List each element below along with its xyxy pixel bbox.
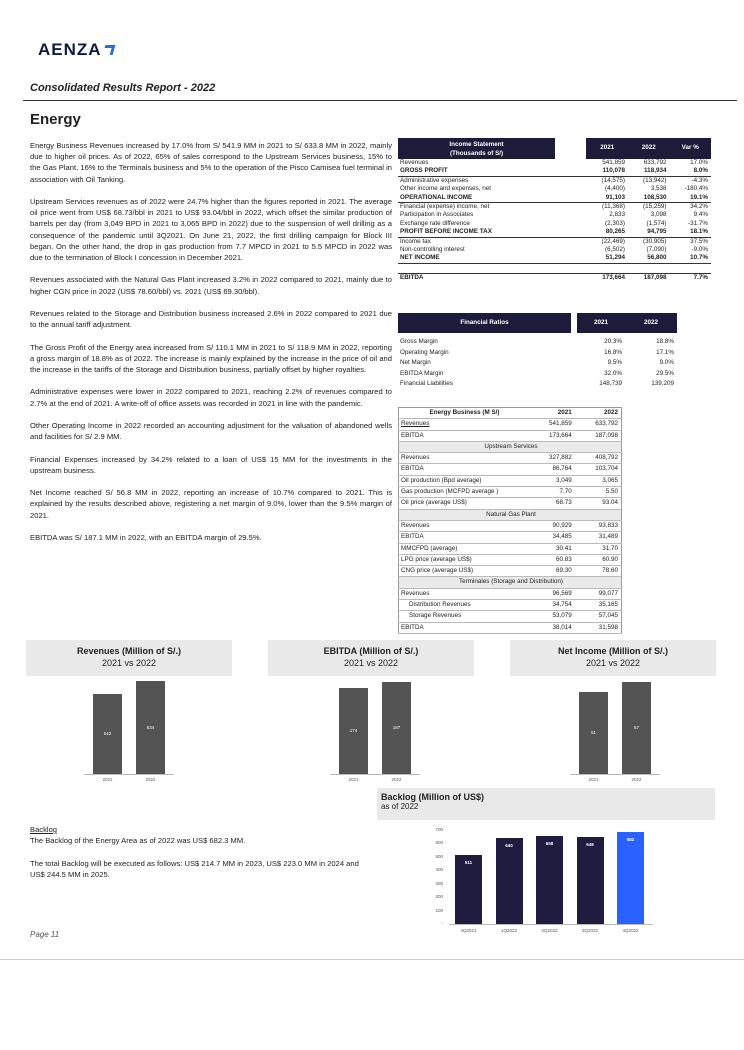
x-axis-line [84,774,174,775]
table-row: Oil price (average US$) 68.73 93.04 [399,498,622,509]
table-row: MMCFPD (average) 30.41 31.70 [399,543,622,554]
x-tick-label: 2Q2022 [541,928,558,933]
footer-divider [0,959,744,960]
x-tick-label: 2022 [145,777,156,782]
income-statement-table [398,138,711,282]
chart-title: Revenues (Million of S/.) [76,646,181,656]
y-tick-label: 600 [435,840,443,846]
table-row: NET INCOME 51,294 56,800 10.7% [398,254,711,263]
x-tick-label: 1Q2022 [500,928,517,933]
table-row: Revenues 327,882 408,792 [399,453,622,464]
revenues-chart-header [26,640,232,676]
paragraph: Net Income reached S/ 56.8 MM in 2022, reporting an increase of 10.7% compared to 2021. This is explained by the results described above, registering a net margin of 9.0%, lower than the 9.5% margin of 2021. [30,488,392,520]
bar-value-label: 682 [626,837,635,843]
bar [579,692,608,774]
table-row: Financial (expense) income, net (11,368) (15,259) 34.2% [400,203,708,211]
section-title: Energy [30,111,81,128]
table-row: Other income and expenses, net (4,400) 3,538 -180.4% [400,185,708,193]
aenza-logo: AENZA [38,40,114,60]
header-divider [23,100,737,101]
x-tick-label: 2021 [102,777,113,782]
y-tick-label: - [441,921,443,926]
bar [339,688,368,774]
x-tick-label: 2021 [348,777,359,782]
table-row: Revenues 541,859 633,792 17.0% [400,159,708,166]
paragraph: Energy Business Revenues increased by 17.0% from S/ 541.9 MM in 2021 to S/ 633.8 MM in 2022, mainly due to higher oil prices. As of 2022, 65% of sales correspond to the Upstream Services business, 15% to the Gas Plant, 16% to the Terminals business and 5% to the operation of the Pisco Camisea fuel terminal in association with Oil Tanking. [30,141,392,184]
bar [496,838,523,924]
paragraph: The Backlog of the Energy Area as of 2022 was US$ 682.3 MM. [30,836,246,846]
chart-subtitle: 2021 vs 2022 [101,658,157,668]
table-row: Revenues 96,569 99,077 [399,588,622,599]
report-title: Consolidated Results Report - 2022 [30,82,216,94]
bar [577,837,604,924]
revenues-chart [84,680,174,784]
table-row: EBITDA 86,764 103,704 [399,464,622,475]
table-row: EBITDA 34,485 31,489 [399,532,622,543]
paragraph: Revenues related to the Storage and Distribution business increased 2.6% in 2022 compared to 2021 due to the annual tariff adjustment. [30,309,392,330]
chart-title: Net Income (Million of S/.) [558,646,668,656]
net-income-chart-header [510,640,716,676]
table-row: Oil production (Bpd average) 3,049 3,065 [399,475,622,486]
section-subheader: Terminales (Storage and Distribution) [399,577,622,588]
table-row: EBITDA Margin 32.0% 29.5% [400,369,674,377]
table-header: 2021 [586,138,627,159]
page-number: Page 11 [30,930,60,939]
table-row: Distribution Revenues 34,754 35,165 [399,600,622,611]
table-row: Administrative expenses (14,575) (13,942) -4.3% [400,176,708,184]
bar-value-label: 648 [586,841,594,847]
chart-subtitle: 2021 vs 2022 [585,658,641,668]
x-axis-line [449,924,653,925]
bar [622,682,651,774]
backlog-chart [425,826,715,940]
y-tick-label: 100 [435,907,443,913]
y-tick-label: 700 [435,827,443,832]
bar-value-label: 511 [464,860,473,866]
bar-value-label: 57 [633,725,639,730]
table-row: Operating Margin 16.8% 17.1% [400,348,674,356]
x-tick-label: 2022 [391,777,402,782]
table-header: 2022 [575,408,622,419]
paragraph: The total Backlog will be executed as follows: US$ 214.7 MM in 2023, US$ 223.0 MM in 2024 and US$ 244.5 MM in 2025. [30,858,359,879]
chart-title: Backlog (Million of US$) [381,792,485,802]
table-row: Revenues 541,859 633,792 [399,419,622,430]
backlog-heading: Backlog [30,825,58,834]
table-header: Energy Business (M S/) [399,408,529,419]
net-income-chart [570,676,660,784]
chart-subtitle: as of 2022 [381,802,419,811]
paragraph: Upstream Services revenues as of 2022 were 24.7% higher than the figures reported in 2021. The average oil price went from US$ 68.73/bbl in 2021 to US$ 93.04/bbl in 2022, which offset the similar production of barrels per day (from 3,049 BPD in 2021 to 3,065 BPD in 2022) due to the suspension of well drilling as a consequence of the pandemic until 3Q2021. On June 21, 2022, the first drilling campaign for Block III began. On the other hand, the drop in gas production from 7.7 MPCD in 2021 to 5.5 MPCD in 2022 was due to the termination of Block I concession in December 2021. [30,197,392,263]
logo-mark-icon [102,45,115,55]
x-axis-line [570,774,660,775]
section-subheader: Upstream Services [399,441,622,452]
x-axis-line [330,774,420,775]
bar [455,855,482,924]
body-text [30,140,392,554]
backlog-text [30,824,370,880]
x-tick-label: 4Q2022 [622,928,639,933]
bar [136,681,165,774]
table-row: OPERATIONAL INCOME 91,103 108,530 19.1% [398,194,711,203]
y-tick-label: 400 [435,867,443,873]
table-row: EBITDA 38,014 31,598 [399,622,622,633]
table-row: EBITDA 173,664 187,098 [399,430,622,441]
table-row: LPG price (average US$) 60.83 60.90 [399,554,622,565]
table-row: Non-controlling interest (6,502) (7,090) -9.0% [400,246,708,254]
table-row: Gas production (MCFPD average ) 7.70 5.50 [399,487,622,498]
bar-value-label: 640 [505,843,513,849]
table-header: 2022 [628,138,669,159]
bar-value-label: 51 [590,729,596,735]
bar-value-label: 658 [545,840,554,846]
y-tick-label: 500 [435,853,443,859]
y-tick-label: 300 [435,880,443,886]
table-row: Participation in Associates 2,833 3,098 9.4% [400,211,708,219]
table-header: 2021 [528,408,575,419]
table-row: Exchange rate difference (2,303) (1,574) -31.7% [400,219,708,227]
bar-value-label: 542 [103,731,112,737]
ebitda-chart-header [268,640,474,676]
backlog-chart-header [377,788,715,820]
energy-business-table [398,407,622,634]
table-row: Net Margin 9.5% 9.0% [400,359,674,367]
table-row: Gross Margin 20.3% 18.8% [400,338,674,345]
table-header: 2022 [625,313,677,333]
bar [382,682,411,774]
paragraph: Financial Expenses increased by 34.2% related to a loan of US$ 15 MM for the investments in the upstream business. [30,454,392,475]
paragraph: EBITDA was S/ 187.1 MM in 2022, with an EBITDA margin of 29.5%. [30,532,262,542]
table-header: Var % [669,138,711,159]
chart-subtitle: 2021 vs 2022 [343,658,399,668]
table-row: Storage Revenues 53,079 57,045 [399,611,622,622]
financial-ratios-table [398,313,677,390]
table-row: Financial Liabilities 148,739 139,209 [400,380,674,388]
table-row: GROSS PROFIT 110,078 118,934 8.0% [398,167,711,176]
ebitda-row: EBITDA 173,664 187,098 7.7% [398,273,711,282]
bar [536,836,563,924]
ebitda-chart [330,676,420,784]
paragraph: Administrative expenses were lower in 2022 compared to 2021, reaching 2.2% of revenues compared to 2.7% at the end of 2021. A write-off of office assets was recorded in 2021 in line with the pandemic. [30,387,392,408]
bar [93,694,122,774]
x-tick-label: 4Q2021 [460,928,477,933]
chart-title: EBITDA (Million of S/.) [323,646,419,656]
paragraph: The Gross Profit of the Energy area increased from S/ 110.1 MM in 2021 to S/ 118.9 MM in 2022, reporting a gross margin of 18.8% as of 2022. The increase is mainly explained by the increase in the price of oil and the increase in the tariffs of the Storage and Distribution business, partially offset by higher royalties. [30,342,392,374]
table-row: Income tax (22,469) (30,905) 37.5% [400,237,708,245]
bar-value-label: 174 [349,728,358,734]
bar-value-label: 187 [392,725,401,730]
table-row: Revenues 90,929 93,833 [399,520,622,531]
x-tick-label: 2022 [631,777,642,782]
paragraph: Revenues associated with the Natural Gas Plant increased 3.2% in 2022 compared to 2021, mainly due to higher CGN price in 2022 (US$ 78.60/bbl) vs. 2021 (US$ 69.30/bbl). [30,275,392,296]
table-row: PROFIT BEFORE INCOME TAX 80,265 94,795 18.1% [398,228,711,237]
x-tick-label: 3Q2022 [581,928,598,933]
y-tick-label: 200 [435,894,443,900]
table-header: 2021 [577,313,625,333]
table-row: CNG price (average US$) 69.30 78.60 [399,566,622,577]
x-tick-label: 2021 [588,777,599,782]
table-header: Income Statement (Thousands of S/) [398,138,555,159]
table-header: Financial Ratios [398,313,571,333]
section-subheader: Natural Gas Plant [399,509,622,520]
paragraph: Other Operating Income in 2022 recorded an accounting adjustment for the valuation of abandoned wells and facilities for S/ 2.9 MM. [30,420,392,442]
bar [617,832,644,924]
bar-value-label: 634 [146,724,155,730]
